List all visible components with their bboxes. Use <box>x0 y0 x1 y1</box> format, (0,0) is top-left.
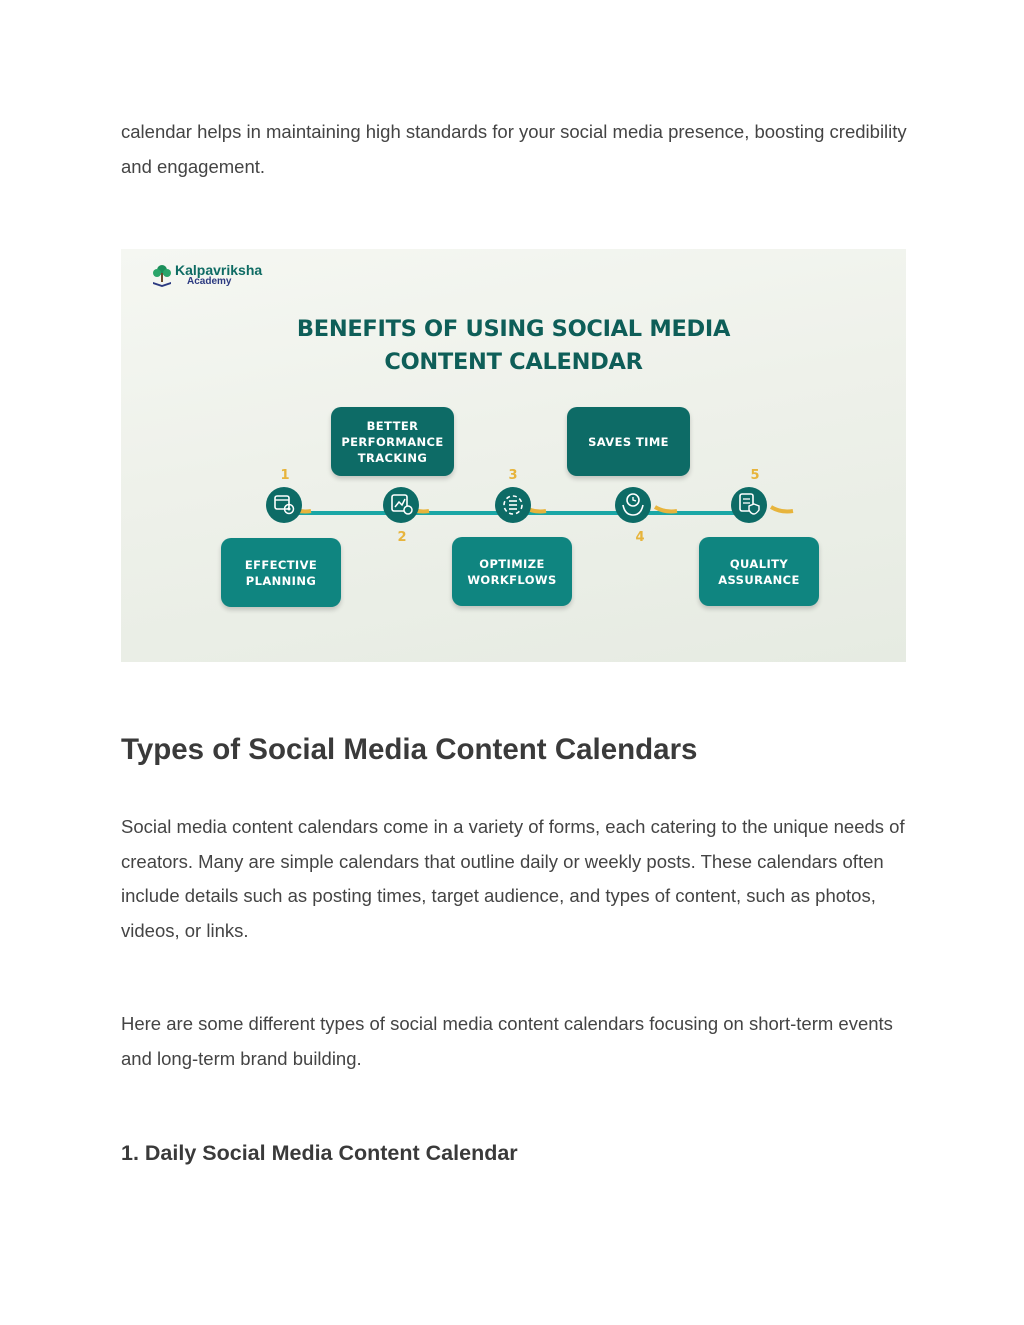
qa-checklist-icon <box>731 487 767 523</box>
subheading-daily-calendar: 1. Daily Social Media Content Calendar <box>121 1141 518 1165</box>
benefit-saves-time <box>567 407 690 476</box>
benefit-label-line: OPTIMIZE <box>479 556 545 571</box>
clock-hands-icon <box>615 487 651 523</box>
calendar-target-icon <box>266 487 302 523</box>
brand-sub: Academy <box>187 276 232 287</box>
step-number-3: 3 <box>508 468 518 483</box>
benefit-label-line: PERFORMANCE <box>341 434 444 449</box>
benefit-label-line: PLANNING <box>245 573 317 588</box>
benefit-better-performance-tracking <box>331 407 454 476</box>
step-number-1: 1 <box>280 468 290 483</box>
performance-chart-icon <box>383 487 419 523</box>
accent-swoosh-4 <box>655 507 677 512</box>
section-heading-types: Types of Social Media Content Calendars <box>121 733 698 766</box>
workflow-icon <box>495 487 531 523</box>
step-number-4: 4 <box>635 530 645 545</box>
benefit-effective-planning <box>221 538 341 607</box>
types-paragraph-2: Here are some different types of social media content calendars focusing on short-term events and long-term brand building. <box>121 1013 893 1069</box>
step-number-2: 2 <box>397 530 407 545</box>
step-number-5: 5 <box>750 468 760 483</box>
infographic-title-line2: CONTENT CALENDAR <box>384 349 643 375</box>
intro-paragraph: calendar helps in maintaining high standards for your social media presence, boosting credibility and engagement. <box>121 121 907 177</box>
benefit-label-line: WORKFLOWS <box>467 572 557 587</box>
infographic-title-line1: BENEFITS OF USING SOCIAL MEDIA <box>296 316 731 342</box>
benefit-label-line: ASSURANCE <box>718 572 800 587</box>
benefit-label-line: TRACKING <box>357 450 428 465</box>
benefits-infographic <box>121 249 906 662</box>
benefit-label-line: EFFECTIVE <box>244 557 318 572</box>
types-paragraph-1: Social media content calendars come in a variety of forms, each catering to the unique needs of creators. Many are simple calendars that outline daily or weekly posts. These calendars often include details such as posting times, target audience, and types of content, such as photos, videos, or links. <box>121 816 905 941</box>
benefit-quality-assurance <box>699 537 819 606</box>
accent-swoosh-5 <box>771 507 793 512</box>
benefit-label-line: SAVES TIME <box>588 434 669 449</box>
brand-name: Kalpavriksha <box>175 262 263 278</box>
benefit-label-line: BETTER <box>366 418 419 433</box>
benefit-optimize-workflows <box>452 537 572 606</box>
benefit-label-line: QUALITY <box>729 556 789 571</box>
